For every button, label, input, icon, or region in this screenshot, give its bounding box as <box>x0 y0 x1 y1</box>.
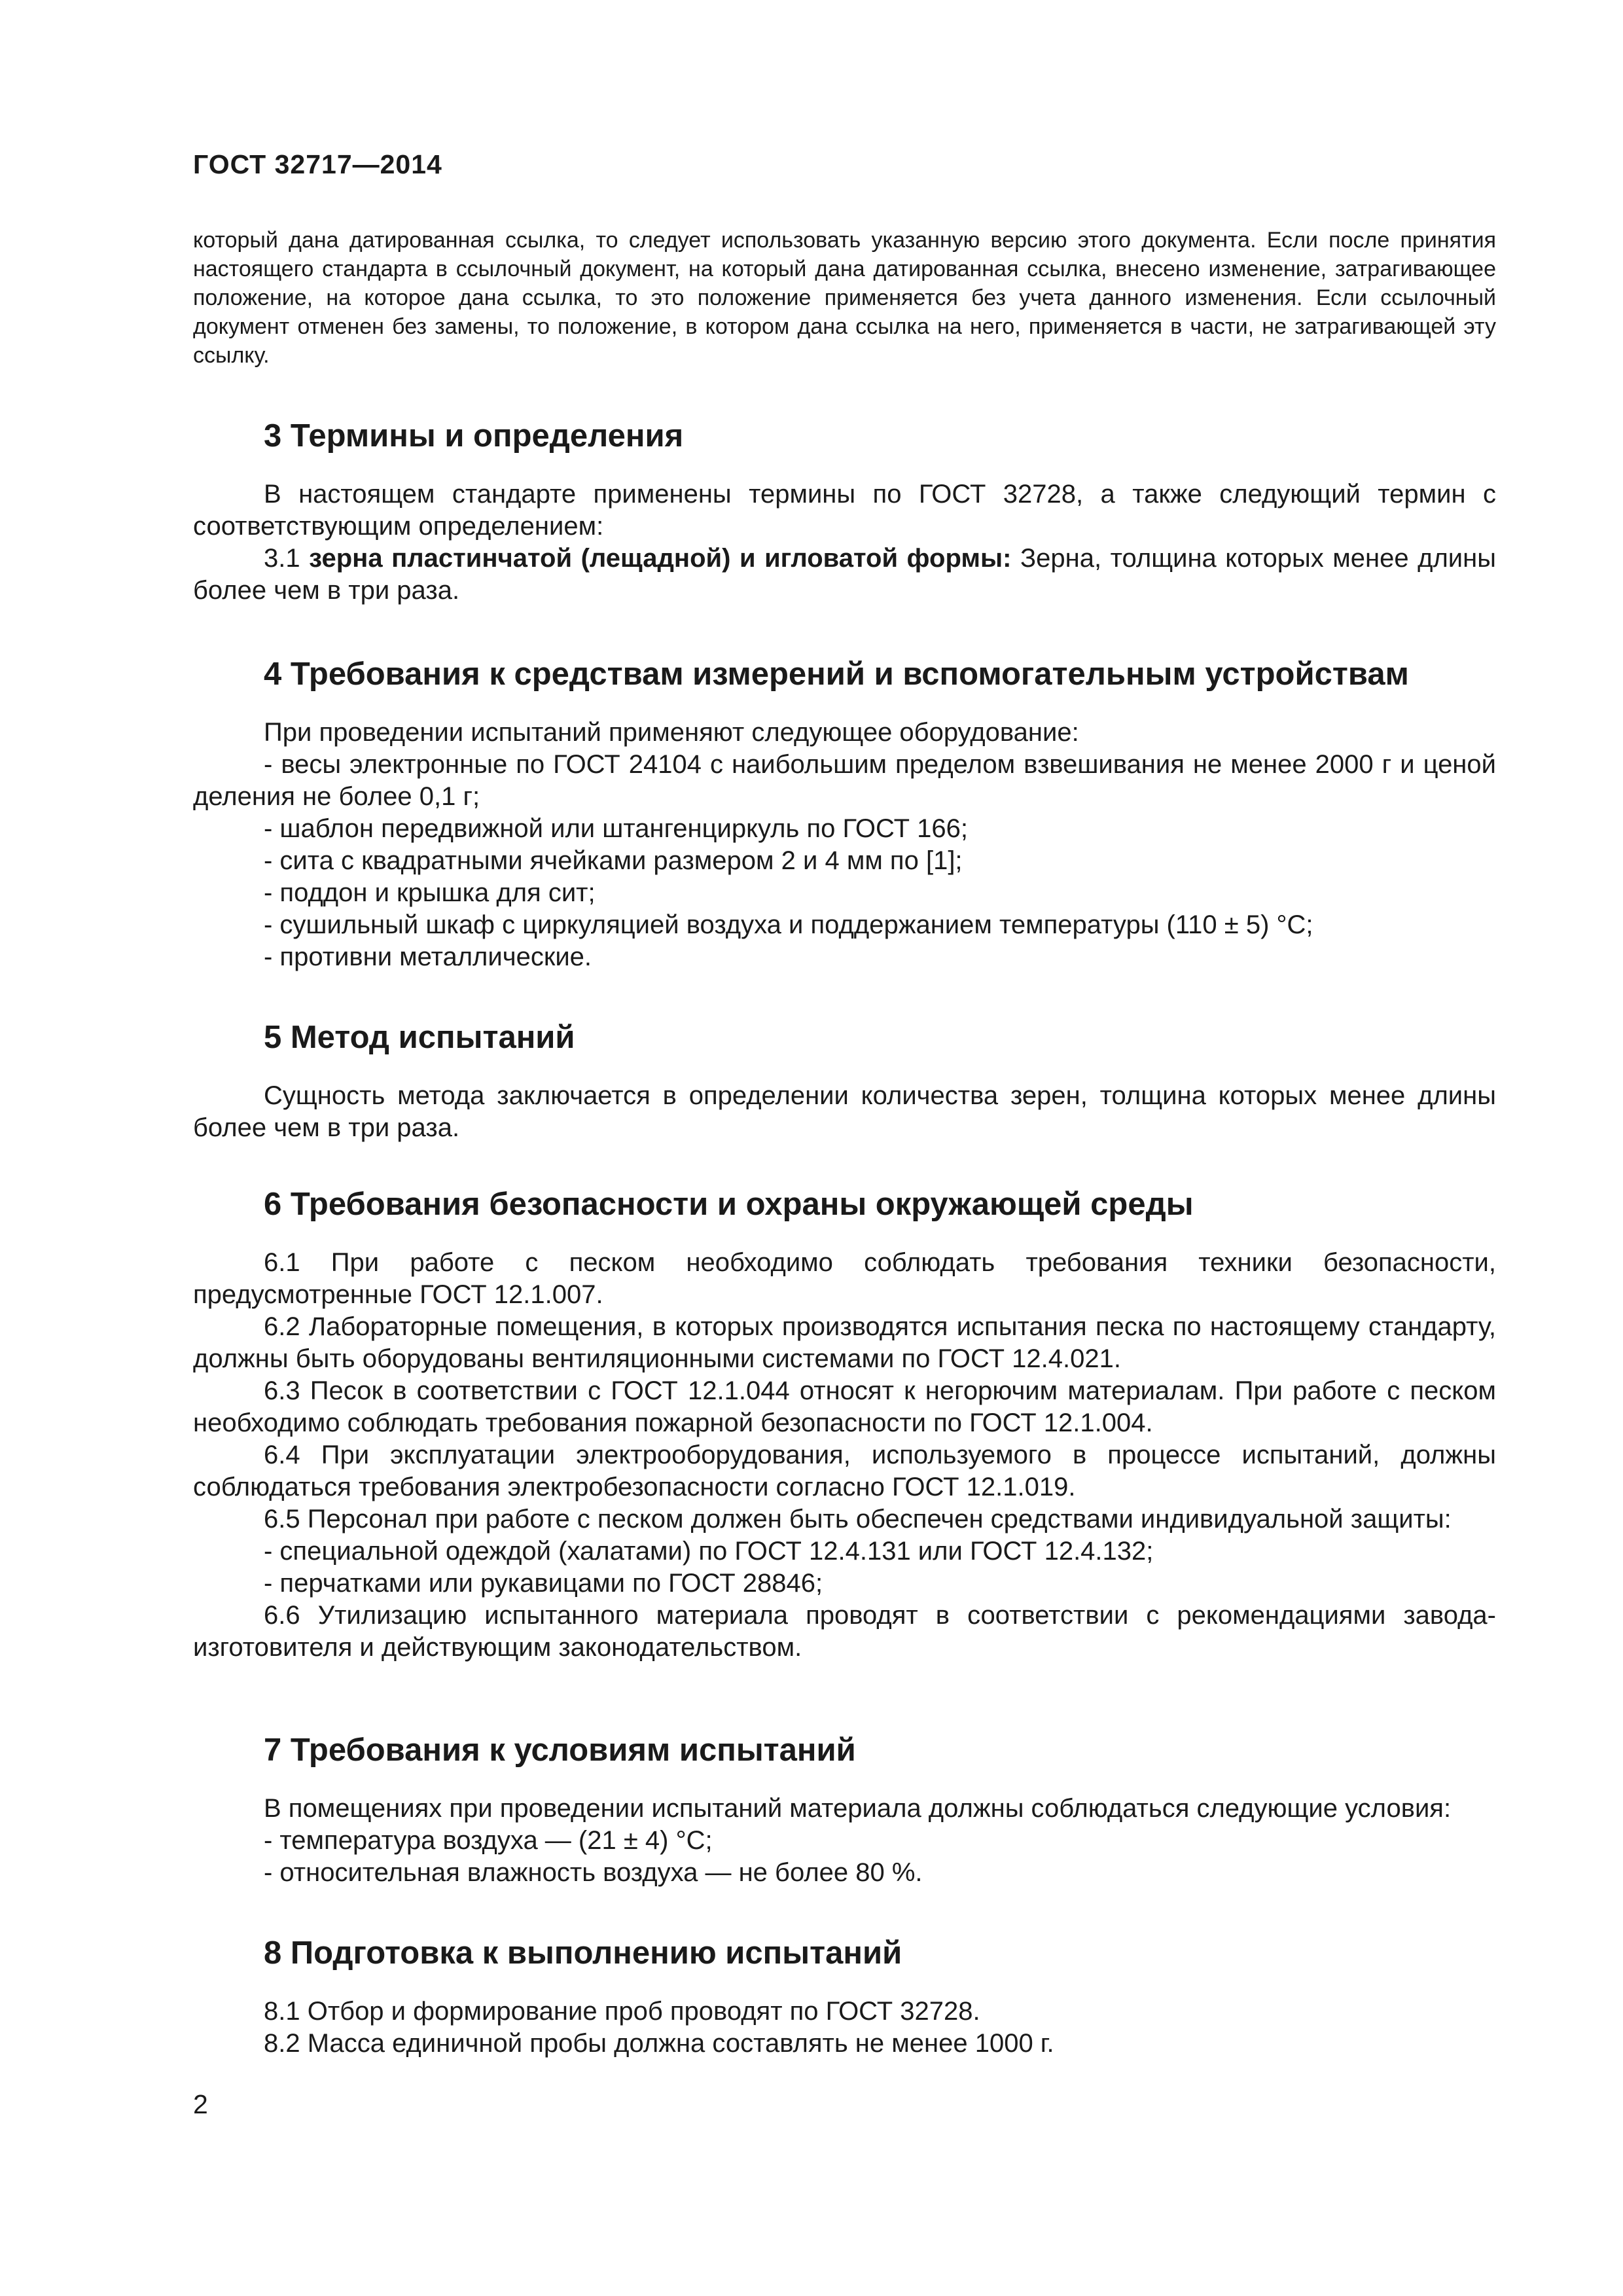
list-item: - сушильный шкаф с циркуляцией воздуха и поддержанием температуры (110 ± 5) °С; <box>264 910 1313 939</box>
section-8-item: 8.2 Масса единичной пробы должна составлять не менее 1000 г. <box>264 2029 1054 2058</box>
section-4-heading: 4 Требования к средствам измерений и вспомогательным устройствам <box>264 656 1409 692</box>
list-item: - поддон и крышка для сит; <box>264 878 596 907</box>
term-number: 3.1 <box>264 544 300 573</box>
section-7 <box>193 1731 1496 1889</box>
term-definition: Зерна, толщина которых менее длины более чем в три раза. <box>193 544 1496 605</box>
page-number: 2 <box>193 2089 208 2119</box>
section-6 <box>193 1185 1496 1664</box>
section-4-intro: При проведении испытаний применяют следующее оборудование: <box>264 718 1079 747</box>
section-3-paragraph: В настоящем стандарте применены термины по ГОСТ 32728, а также следующий термин с соответствующим определением: <box>193 480 1496 541</box>
section-6-item: 6.4 При эксплуатации электрооборудования, используемого в процессе испытаний, должны соблюдаться требования электробезопасности согласно ГОСТ 12.1.019. <box>193 1441 1496 1501</box>
section-8 <box>193 1933 1496 2060</box>
section-5-paragraph: Сущность метода заключается в определении количества зерен, толщина которых менее длины более чем в три раза. <box>193 1081 1496 1142</box>
term-name: зерна пластинчатой (лещадной) и игловатой формы: <box>309 544 1012 573</box>
intro-text: который дана датированная ссылка, то следует использовать указанную версию этого документа. Если после принятия настоящего стандарта в ссылочный документ, на который дана датированная ссылка, внесено изменение, затрагивающее положение, на которое дана ссылка, то это положение применяется без учета данного изменения. Если ссылочный документ отменен без замены, то положение, в котором дана ссылка на него, применяется в части, не затрагивающей эту ссылку. <box>193 228 1496 368</box>
term-3-1 <box>193 543 1496 607</box>
section-8-item: 8.1 Отбор и формирование проб проводят по ГОСТ 32728. <box>264 1997 980 2026</box>
section-6-item: 6.6 Утилизацию испытанного материала проводят в соответствии с рекомендациями завода-изготовителя и действующим законодательством. <box>193 1601 1496 1662</box>
section-8-heading: 8 Подготовка к выполнению испытаний <box>264 1935 902 1971</box>
section-3 <box>193 416 1496 607</box>
section-6-item: - специальной одеждой (халатами) по ГОСТ 12.4.131 или ГОСТ 12.4.132; <box>264 1537 1154 1566</box>
section-6-item: 6.5 Персонал при работе с песком должен быть обеспечен средствами индивидуальной защиты: <box>264 1505 1452 1534</box>
section-7-item: - температура воздуха — (21 ± 4) °С; <box>264 1826 713 1855</box>
section-7-heading: 7 Требования к условиям испытаний <box>264 1732 856 1768</box>
section-5 <box>193 1018 1496 1144</box>
section-4 <box>193 655 1496 973</box>
intro-paragraph <box>193 226 1496 370</box>
list-item: - весы электронные по ГОСТ 24104 с наибольшим пределом взвешивания не менее 2000 г и ценой деления не более 0,1 г; <box>193 750 1496 811</box>
list-item: - шаблон передвижной или штангенциркуль по ГОСТ 166; <box>264 814 968 843</box>
list-item: - сита с квадратными ячейками размером 2 и 4 мм по [1]; <box>264 846 963 875</box>
section-5-heading: 5 Метод испытаний <box>264 1020 575 1055</box>
list-item: - противни металлические. <box>264 942 592 971</box>
section-6-item: 6.1 При работе с песком необходимо соблюдать требования техники безопасности, предусмотренные ГОСТ 12.1.007. <box>193 1248 1496 1309</box>
section-6-item: 6.3 Песок в соответствии с ГОСТ 12.1.044 относят к негорючим материалам. При работе с песком необходимо соблюдать требования пожарной безопасности по ГОСТ 12.1.004. <box>193 1376 1496 1437</box>
section-6-item: 6.2 Лабораторные помещения, в которых производятся испытания песка по настоящему стандарту, должны быть оборудованы вентиляционными системами по ГОСТ 12.4.021. <box>193 1312 1496 1373</box>
section-7-item: В помещениях при проведении испытаний материала должны соблюдаться следующие условия: <box>264 1794 1452 1823</box>
section-6-heading: 6 Требования безопасности и охраны окружающей среды <box>264 1187 1194 1222</box>
section-3-heading: 3 Термины и определения <box>264 418 684 454</box>
standard-code: ГОСТ 32717—2014 <box>193 149 442 179</box>
section-6-item: - перчатками или рукавицами по ГОСТ 28846; <box>264 1569 823 1598</box>
section-7-item: - относительная влажность воздуха — не более 80 %. <box>264 1858 923 1887</box>
